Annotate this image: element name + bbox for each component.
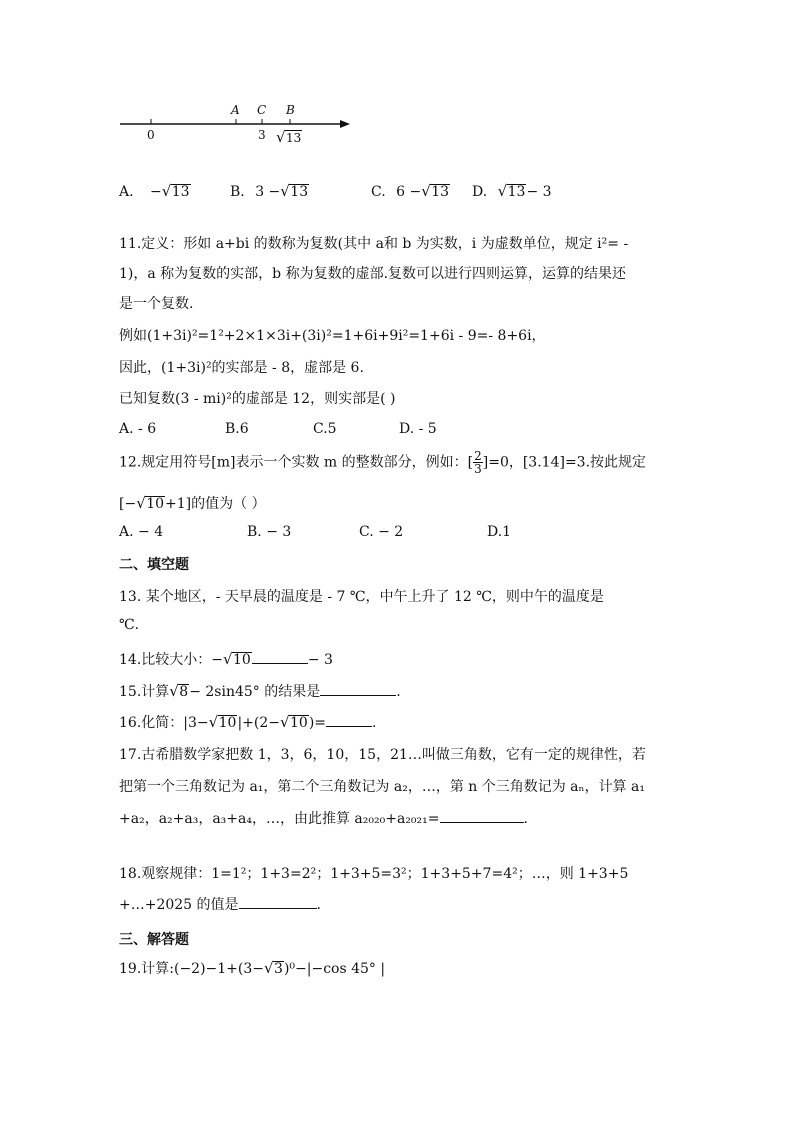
q11-line-1: 11.定义：形如 a+bi 的数称为复数(其中 a和 b 为实数，i 为虚数单位，规定 i²= - <box>119 236 629 252</box>
q11-line-4: 例如(1+3i)²=1²+2×1×3i+(3i)²=1+6i+9i²=1+6i - 9=- 8+6i， <box>119 328 546 344</box>
q13-line-1: 13. 某个地区，- 天早晨的温度是 - 7 ℃，中午上升了 12 ℃，则中午的温度是 <box>119 589 604 605</box>
point-label-B: B <box>286 103 295 117</box>
q17-line-2: 把第一个三角数记为 a₁，第二个三角数记为 a₂，…，第 n 个三角数记为 aₙ，计算 a₁ <box>119 779 645 795</box>
point-label-C: C <box>257 103 267 117</box>
q12-option-c: C. − 2 <box>359 524 404 540</box>
q17-line-3: +a₂，a₂+a₃，a₃+a₄，…，由此推算 a₂₀₂₀+a₂₀₂₁= . <box>119 811 528 827</box>
q14-answer-blank[interactable] <box>252 663 308 664</box>
q18-line-2: +…+2025 的值是 . <box>119 897 321 913</box>
q11-option-d: D. - 5 <box>399 421 437 437</box>
q10-option-c: C. 6 − √ 13 <box>371 182 450 200</box>
q19-line: 19.计算:(−2)−1+(3− √ 3)⁰−|−cos 45° | <box>119 959 386 977</box>
q12-option-a: A. − 4 <box>119 524 164 540</box>
q13-line-2: ℃. <box>119 617 140 633</box>
q12-option-d: D.1 <box>487 524 512 540</box>
q18-line-1: 18.观察规律：1=1²；1+3=2²；1+3+5=3²；1+3+5+7=4²；…，则 1+3+5 <box>119 866 629 882</box>
number-line-arrow <box>340 120 350 128</box>
q10-option-d: D. √ 13− 3 <box>472 182 552 200</box>
tick-label-zero: 0 <box>147 128 155 142</box>
section-3-title: 三、解答题 <box>119 932 189 948</box>
q12-fraction: $\frac{2}{3}$ <box>474 449 482 476</box>
q12-option-b: B. − 3 <box>247 524 292 540</box>
q17-answer-blank[interactable] <box>440 822 524 823</box>
q15-answer-blank[interactable] <box>320 695 396 696</box>
q11-line-3: 是一个复数. <box>119 296 194 312</box>
tick-label-three: 3 <box>258 128 266 142</box>
q15-line: 15.计算 √ 8− 2sin45° 的结果是 . <box>119 682 401 700</box>
q12-line-2: [− √ 10+1]的值为（ ） <box>119 494 266 512</box>
point-label-A: A <box>231 103 240 117</box>
q10-option-b: B. 3 − √ 13 <box>230 182 309 200</box>
q11-option-c: C.5 <box>313 421 337 437</box>
q10-option-a: A. − √ 13 <box>119 182 190 200</box>
q17-line-1: 17.古希腊数学家把数 1，3，6，10，15，21…叫做三角数，它有一定的规律性，若 <box>119 747 646 763</box>
q11-line-5: 因此，(1+3i)²的实部是 - 8，虚部是 6. <box>119 360 364 376</box>
q11-line-2: 1)，a 称为复数的实部，b 称为复数的虚部.复数可以进行四则运算，运算的结果还 <box>119 266 627 282</box>
q16-answer-blank[interactable] <box>326 726 372 727</box>
tick-label-sqrt13: √ 13 <box>276 128 302 146</box>
section-2-title: 二、填空题 <box>119 557 189 573</box>
q11-option-b: B.6 <box>225 421 249 437</box>
q16-line: 16.化简：|3− √ 10|+(2− √ 10)= . <box>119 713 377 731</box>
q12-line-1: 12.规定用符号[m]表示一个实数 m 的整数部分，例如：[ $\frac{2}{3}$ ]=0，[3.14]=3.按此规定 <box>119 449 647 476</box>
q18-answer-blank[interactable] <box>239 908 317 909</box>
q14-line: 14.比较大小：− √ 10 − 3 <box>119 650 333 668</box>
q11-line-6: 已知复数(3 - mi)²的虚部是 12，则实部是( ) <box>119 391 396 407</box>
q11-option-a: A. - 6 <box>119 421 157 437</box>
